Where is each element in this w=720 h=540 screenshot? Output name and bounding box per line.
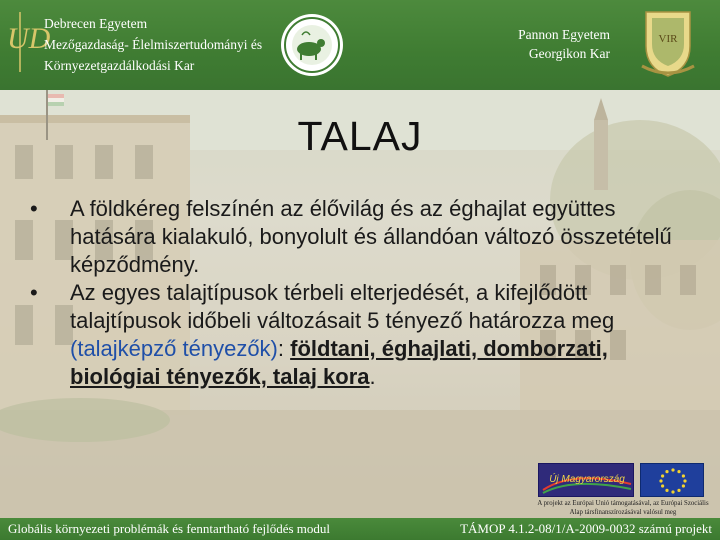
faculty-line-3: Környezetgazdálkodási Kar: [44, 58, 195, 73]
eu-stars-icon: [641, 464, 705, 498]
bullet-list: [30, 195, 700, 391]
faculty-line-1: Debrecen Egyetem: [44, 16, 148, 31]
new-hungary-logo-icon: [539, 464, 635, 498]
university-crest-icon: [638, 8, 698, 80]
faculty-name-left: [44, 13, 262, 76]
slide-title: TALAJ: [297, 113, 423, 159]
eu-flag: [640, 463, 704, 497]
new-hungary-logo: [538, 463, 634, 497]
emblem-letters: UD: [7, 22, 51, 55]
bullet-2-period: .: [369, 364, 376, 389]
bullet-item-2: [30, 279, 700, 391]
university-emblem-icon: [5, 8, 51, 76]
crest-letters: VIR: [658, 33, 678, 45]
bullet-dot: •: [30, 196, 38, 221]
header-band: [0, 0, 720, 90]
bullet-1-text: A földkéreg felszínén az élővilág és az éghajlat együttes hatására kialakuló, bonyolult és állandóan változó összetételű képződmény.: [70, 196, 672, 277]
bullet-item-1: [30, 195, 700, 279]
bullet-2-text: Az egyes talajtípusok térbeli elterjedését, a kifejlődött talajtípusok időbeli változásait 5 tényező határozza meg: [70, 280, 615, 333]
faculty-line-2: Mezőgazdaság- Élelmiszertudományi és: [44, 37, 263, 52]
soil-forming-factors-highlight: (talajképző tényezők): [70, 336, 278, 361]
footer-module-name: Globális környezeti problémák és fenntartható fejlődés modul: [8, 521, 331, 536]
faculty-right-line-2: Georgikon Kar: [528, 46, 610, 61]
bullet-dot: •: [30, 280, 38, 305]
factors-list-emphasis: földtani, éghajlati, domborzati, biológiai tényezők, talaj kora: [70, 336, 608, 389]
bullet-2-colon: :: [277, 336, 291, 361]
funding-note: A projekt az Európai Unió támogatásával, az Európai Szociális Alap társfinanszírozásával valósul meg: [537, 500, 709, 516]
faculty-seal-icon: [280, 13, 344, 77]
footer-project-id: TÁMOP 4.1.2-08/1/A-2009-0032 számú projekt: [460, 521, 712, 536]
faculty-right-line-1: Pannon Egyetem: [518, 27, 610, 42]
faculty-name-right: [518, 25, 610, 63]
footer-band: [0, 518, 720, 540]
new-hungary-logo-text: Új Magyarország: [549, 474, 625, 485]
